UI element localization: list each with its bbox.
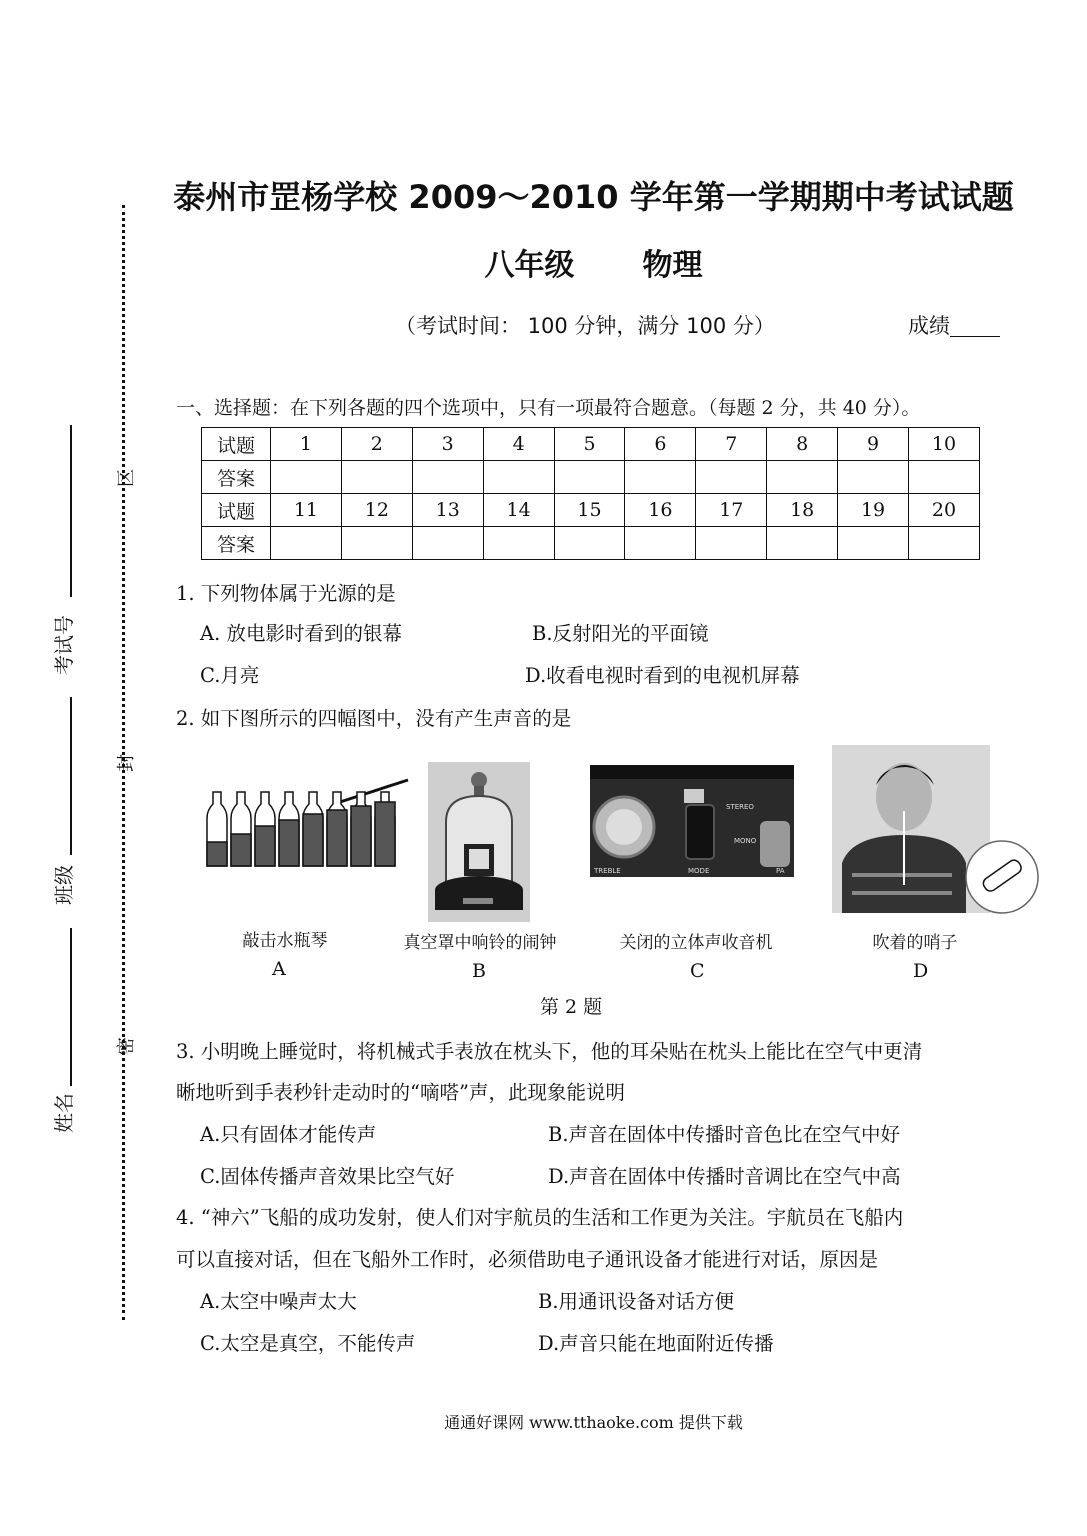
question-number-cell: 15 — [554, 494, 625, 527]
answer-cell[interactable] — [696, 527, 767, 560]
answer-cell[interactable] — [412, 527, 483, 560]
answer-cell[interactable] — [767, 461, 838, 494]
q4-option-a: A.太空中噪声太大 — [200, 1290, 357, 1313]
grade-label: 八年级 — [484, 248, 575, 283]
radio-label-treble: TREBLE — [594, 867, 621, 875]
radio-label-pa: PA — [776, 867, 785, 875]
class-label: 班级 — [52, 865, 76, 905]
question-number-cell: 13 — [412, 494, 483, 527]
section-heading: 一、选择题：在下列各题的四个选项中，只有一项最符合题意。（每题 2 分，共 40 分）。 — [176, 397, 921, 419]
answer-header-cell: 答案 — [202, 461, 271, 494]
question-number-cell: 6 — [625, 428, 696, 461]
q4-stem-line2: 可以直接对话，但在飞船外工作时，必须借助电子通讯设备才能进行对话，原因是 — [176, 1248, 879, 1271]
exam-subtitle — [0, 240, 1087, 284]
figure-letter-d: D — [913, 960, 929, 982]
question-number-cell: 8 — [767, 428, 838, 461]
question-number-cell: 9 — [838, 428, 909, 461]
q3-option-c: C.固体传播声音效果比空气好 — [200, 1165, 455, 1188]
q1-option-c: C.月亮 — [200, 664, 260, 687]
question-number-cell: 17 — [696, 494, 767, 527]
question-number-cell: 1 — [271, 428, 342, 461]
exam-no-label: 考试号 — [52, 615, 76, 675]
figure-label: 第 2 题 — [540, 996, 603, 1018]
q3-stem-line2: 晰地听到手表秒针走动时的“嘀嗒”声，此现象能说明 — [176, 1081, 625, 1104]
table-row — [202, 461, 980, 494]
caption-b: 真空罩中响铃的闹钟 — [403, 933, 557, 953]
figure-letter-a: A — [272, 958, 286, 980]
answer-cell[interactable] — [838, 461, 909, 494]
question-header-cell: 试题 — [202, 428, 271, 461]
q1-option-a: A. 放电影时看到的银幕 — [200, 622, 402, 645]
bell-jar-photo — [428, 762, 530, 922]
caption-c: 关闭的立体声收音机 — [619, 933, 773, 953]
footer-text: 通通好课网 www.tthaoke.com 提供下载 — [444, 1413, 743, 1432]
radio-photo — [590, 765, 794, 877]
seal-char-qu: 区 — [116, 469, 137, 487]
whistle-boy-photo — [832, 745, 1040, 915]
name-line — [70, 928, 72, 1086]
answer-cell[interactable] — [767, 527, 838, 560]
exam-info: （考试时间： 100 分钟，满分 100 分） — [395, 314, 775, 338]
exam-no-line — [70, 425, 72, 597]
answer-cell[interactable] — [341, 461, 412, 494]
subject-label: 物理 — [642, 248, 703, 283]
water-bottles-figure — [205, 752, 410, 872]
answer-table — [201, 427, 980, 560]
score-blank — [950, 314, 1000, 337]
seal-char-feng: 封 — [116, 754, 137, 772]
caption-d: 吹着的哨子 — [872, 933, 958, 953]
question-number-cell: 7 — [696, 428, 767, 461]
radio-label-stereo: STEREO — [726, 803, 754, 811]
q1-option-d: D.收看电视时看到的电视机屏幕 — [525, 664, 800, 687]
answer-cell[interactable] — [483, 461, 554, 494]
q1-option-b: B.反射阳光的平面镜 — [532, 622, 709, 645]
radio-label-mode: MODE — [688, 867, 710, 875]
question-number-cell: 12 — [341, 494, 412, 527]
answer-cell[interactable] — [412, 461, 483, 494]
answer-header-cell: 答案 — [202, 527, 271, 560]
answer-cell[interactable] — [341, 527, 412, 560]
figure-letter-b: B — [472, 960, 486, 982]
q4-option-c: C.太空是真空，不能传声 — [200, 1332, 416, 1355]
radio-label-mono: MONO — [734, 837, 757, 845]
exam-title: 泰州市罡杨学校 2009～2010 学年第一学期期中考试试题 — [173, 178, 1014, 216]
answer-cell[interactable] — [483, 527, 554, 560]
answer-cell[interactable] — [909, 461, 980, 494]
answer-cell[interactable] — [625, 461, 696, 494]
question-number-cell: 11 — [271, 494, 342, 527]
answer-cell[interactable] — [271, 461, 342, 494]
figure-letter-c: C — [690, 960, 705, 982]
q4-option-b: B.用通讯设备对话方便 — [538, 1290, 735, 1313]
answer-cell[interactable] — [554, 527, 625, 560]
q3-option-a: A.只有固体才能传声 — [200, 1123, 377, 1146]
question-number-cell: 20 — [909, 494, 980, 527]
table-row — [202, 527, 980, 560]
q4-stem-line1: 4. “神六”飞船的成功发射，使人们对宇航员的生活和工作更为关注。宇航员在飞船内 — [176, 1206, 904, 1229]
table-row — [202, 494, 980, 527]
question-number-cell: 18 — [767, 494, 838, 527]
q1-stem: 1. 下列物体属于光源的是 — [176, 582, 396, 605]
q3-stem-line1: 3. 小明晚上睡觉时，将机械式手表放在枕头下，他的耳朵贴在枕头上能比在空气中更清 — [176, 1040, 923, 1063]
answer-cell[interactable] — [625, 527, 696, 560]
question-number-cell: 2 — [341, 428, 412, 461]
answer-cell[interactable] — [271, 527, 342, 560]
answer-cell[interactable] — [696, 461, 767, 494]
seal-char-mi: 密 — [116, 1037, 137, 1055]
question-number-cell: 3 — [412, 428, 483, 461]
caption-a: 敲击水瓶琴 — [242, 931, 328, 951]
question-number-cell: 14 — [483, 494, 554, 527]
question-number-cell: 4 — [483, 428, 554, 461]
question-number-cell: 19 — [838, 494, 909, 527]
score-field — [908, 310, 1000, 340]
q3-option-d: D.声音在固体中传播时音调比在空气中高 — [548, 1165, 901, 1188]
class-line — [70, 697, 72, 855]
question-header-cell: 试题 — [202, 494, 271, 527]
answer-cell[interactable] — [838, 527, 909, 560]
score-label: 成绩 — [908, 314, 950, 338]
table-row — [202, 428, 980, 461]
question-number-cell: 16 — [625, 494, 696, 527]
question-number-cell: 10 — [909, 428, 980, 461]
answer-cell[interactable] — [909, 527, 980, 560]
question-number-cell: 5 — [554, 428, 625, 461]
q3-option-b: B.声音在固体中传播时音色比在空气中好 — [548, 1123, 901, 1146]
q4-option-d: D.声音只能在地面附近传播 — [538, 1332, 774, 1355]
name-label: 姓名 — [52, 1093, 76, 1133]
q2-stem: 2. 如下图所示的四幅图中，没有产生声音的是 — [176, 707, 572, 730]
answer-cell[interactable] — [554, 461, 625, 494]
